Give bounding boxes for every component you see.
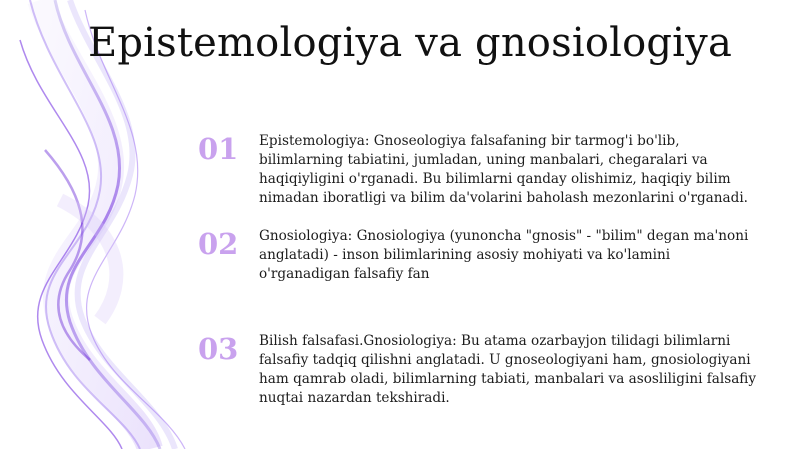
item-text: Gnosiologiya: Gnosiologiya (yunoncha "gnosis" - "bilim" degan ma'noni anglatadi) - inson bilimlarining asosiy mohiyati va ko'lamini o'rganadigan falsafiy fan — [259, 228, 749, 282]
item-number: 02 — [198, 227, 239, 261]
slide-title: Epistemologiya va gnosiologiya — [87, 20, 733, 66]
item-number: 03 — [198, 332, 239, 366]
decorative-smoke-swirl — [0, 0, 200, 449]
item-text: Bilish falsafasi.Gnosiologiya: Bu atama ozarbayjon tilidagi bilimlarni falsafiy tadqiq qilishni anglatadi. U gnoseologiyani ham, gnosiologiyani ham qamrab oladi, bilimlarning tabiati, manbalari va asosliligini falsafiy nuqtai nazardan tekshiradi. — [259, 333, 757, 406]
item-text: Epistemologiya: Gnoseologiya falsafaning bir tarmog'i bo'lib, bilimlarning tabiatini, jumladan, uning manbalari, chegaralari va haqiqiyligini o'rganadi. Bu bilimlarni qanday olishimiz, haqiqiy bilim nimadan iboratligi va bilim da'volarini baholash mezonlarini o'rganadi. — [259, 133, 748, 206]
item-number: 01 — [198, 132, 239, 166]
